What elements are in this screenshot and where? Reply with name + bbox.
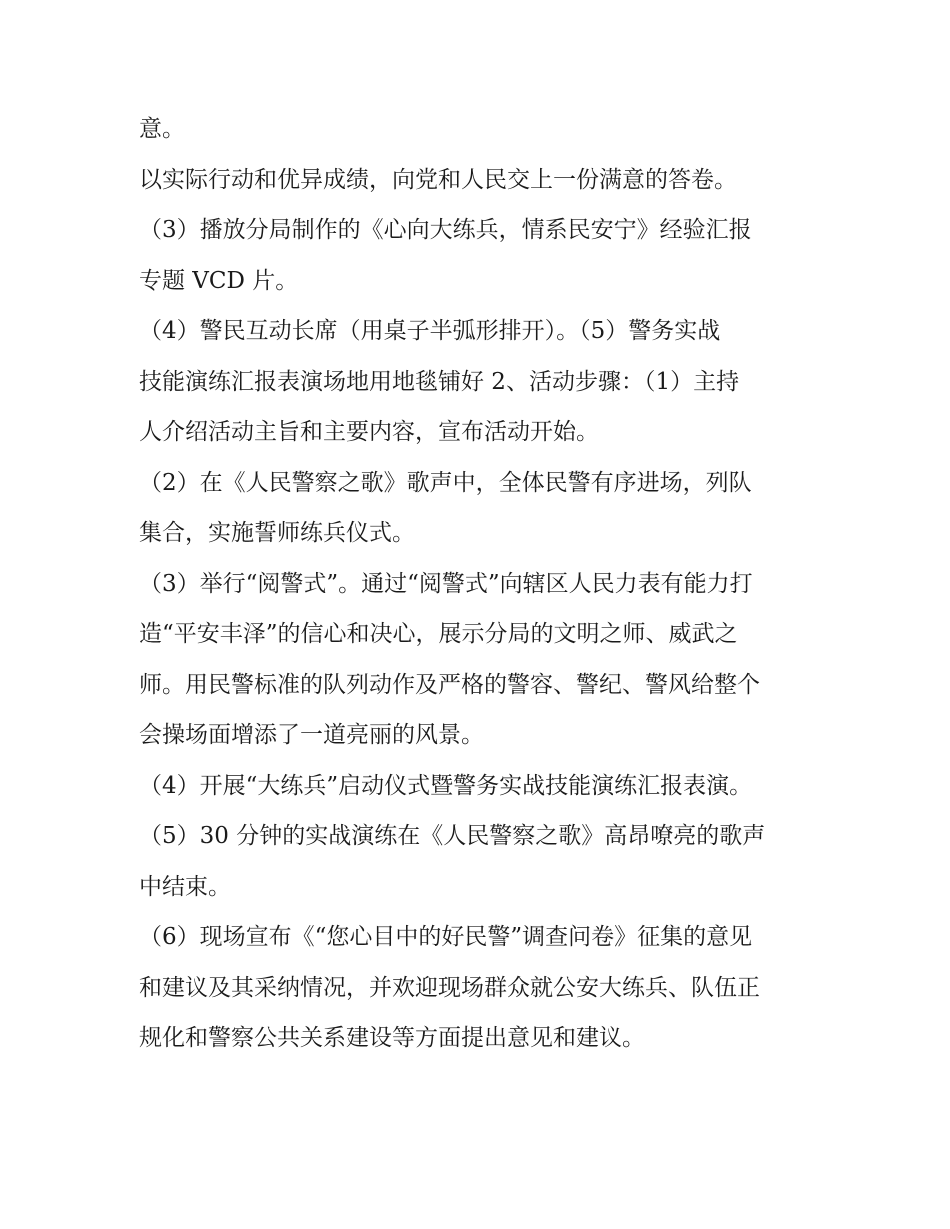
text-line: 集合，实施誓师练兵仪式。 <box>139 520 415 546</box>
text-line: （4）开展“大练兵”启动仪式暨警务实战技能演练汇报表演。 <box>139 772 753 799</box>
text-line: 人介绍活动主旨和主要内容，宣布活动开始。 <box>139 419 599 445</box>
text-line: （2）在《人民警察之歌》歌声中，全体民警有序进场，列队 <box>139 469 752 496</box>
text-line: 以实际行动和优异成绩，向党和人民交上一份满意的答卷。 <box>139 166 737 193</box>
text-line: 专题 VCD 片。 <box>139 267 299 294</box>
text-line: （5）30 分钟的实战演练在《人民警察之歌》高昂嘹亮的歌声 <box>139 823 766 849</box>
text-line: （4）警民互动长席（用桌子半弧形排开）。（5）警务实战 <box>139 318 721 344</box>
text-line: 师。用民警标准的队列动作及严格的警容、警纪、警风给整个 <box>139 671 760 698</box>
document-body <box>139 104 819 1064</box>
text-line: （3）举行“阅警式”。通过“阅警式”向辖区人民力表有能力打 <box>139 570 753 597</box>
text-line: 规化和警察公共关系建设等方面提出意见和建议。 <box>139 1025 645 1051</box>
text-line: 技能演练汇报表演场地用地毯铺好 2、活动步骤：（1）主持 <box>139 368 740 395</box>
text-line: 造“平安丰泽”的信心和决心，展示分局的文明之师、威武之 <box>139 621 738 647</box>
text-line: 意。 <box>139 116 185 142</box>
text-line: （6）现场宣布《“您心目中的好民警”调查问卷》征集的意见 <box>139 924 753 950</box>
text-line: （3）播放分局制作的《心向大练兵，情系民安宁》经验汇报 <box>139 217 752 243</box>
text-line: 中结束。 <box>139 873 231 900</box>
text-line: 和建议及其采纳情况，并欢迎现场群众就公安大练兵、队伍正 <box>139 974 760 1001</box>
text-line: 会操场面增添了一道亮丽的风景。 <box>139 722 484 748</box>
